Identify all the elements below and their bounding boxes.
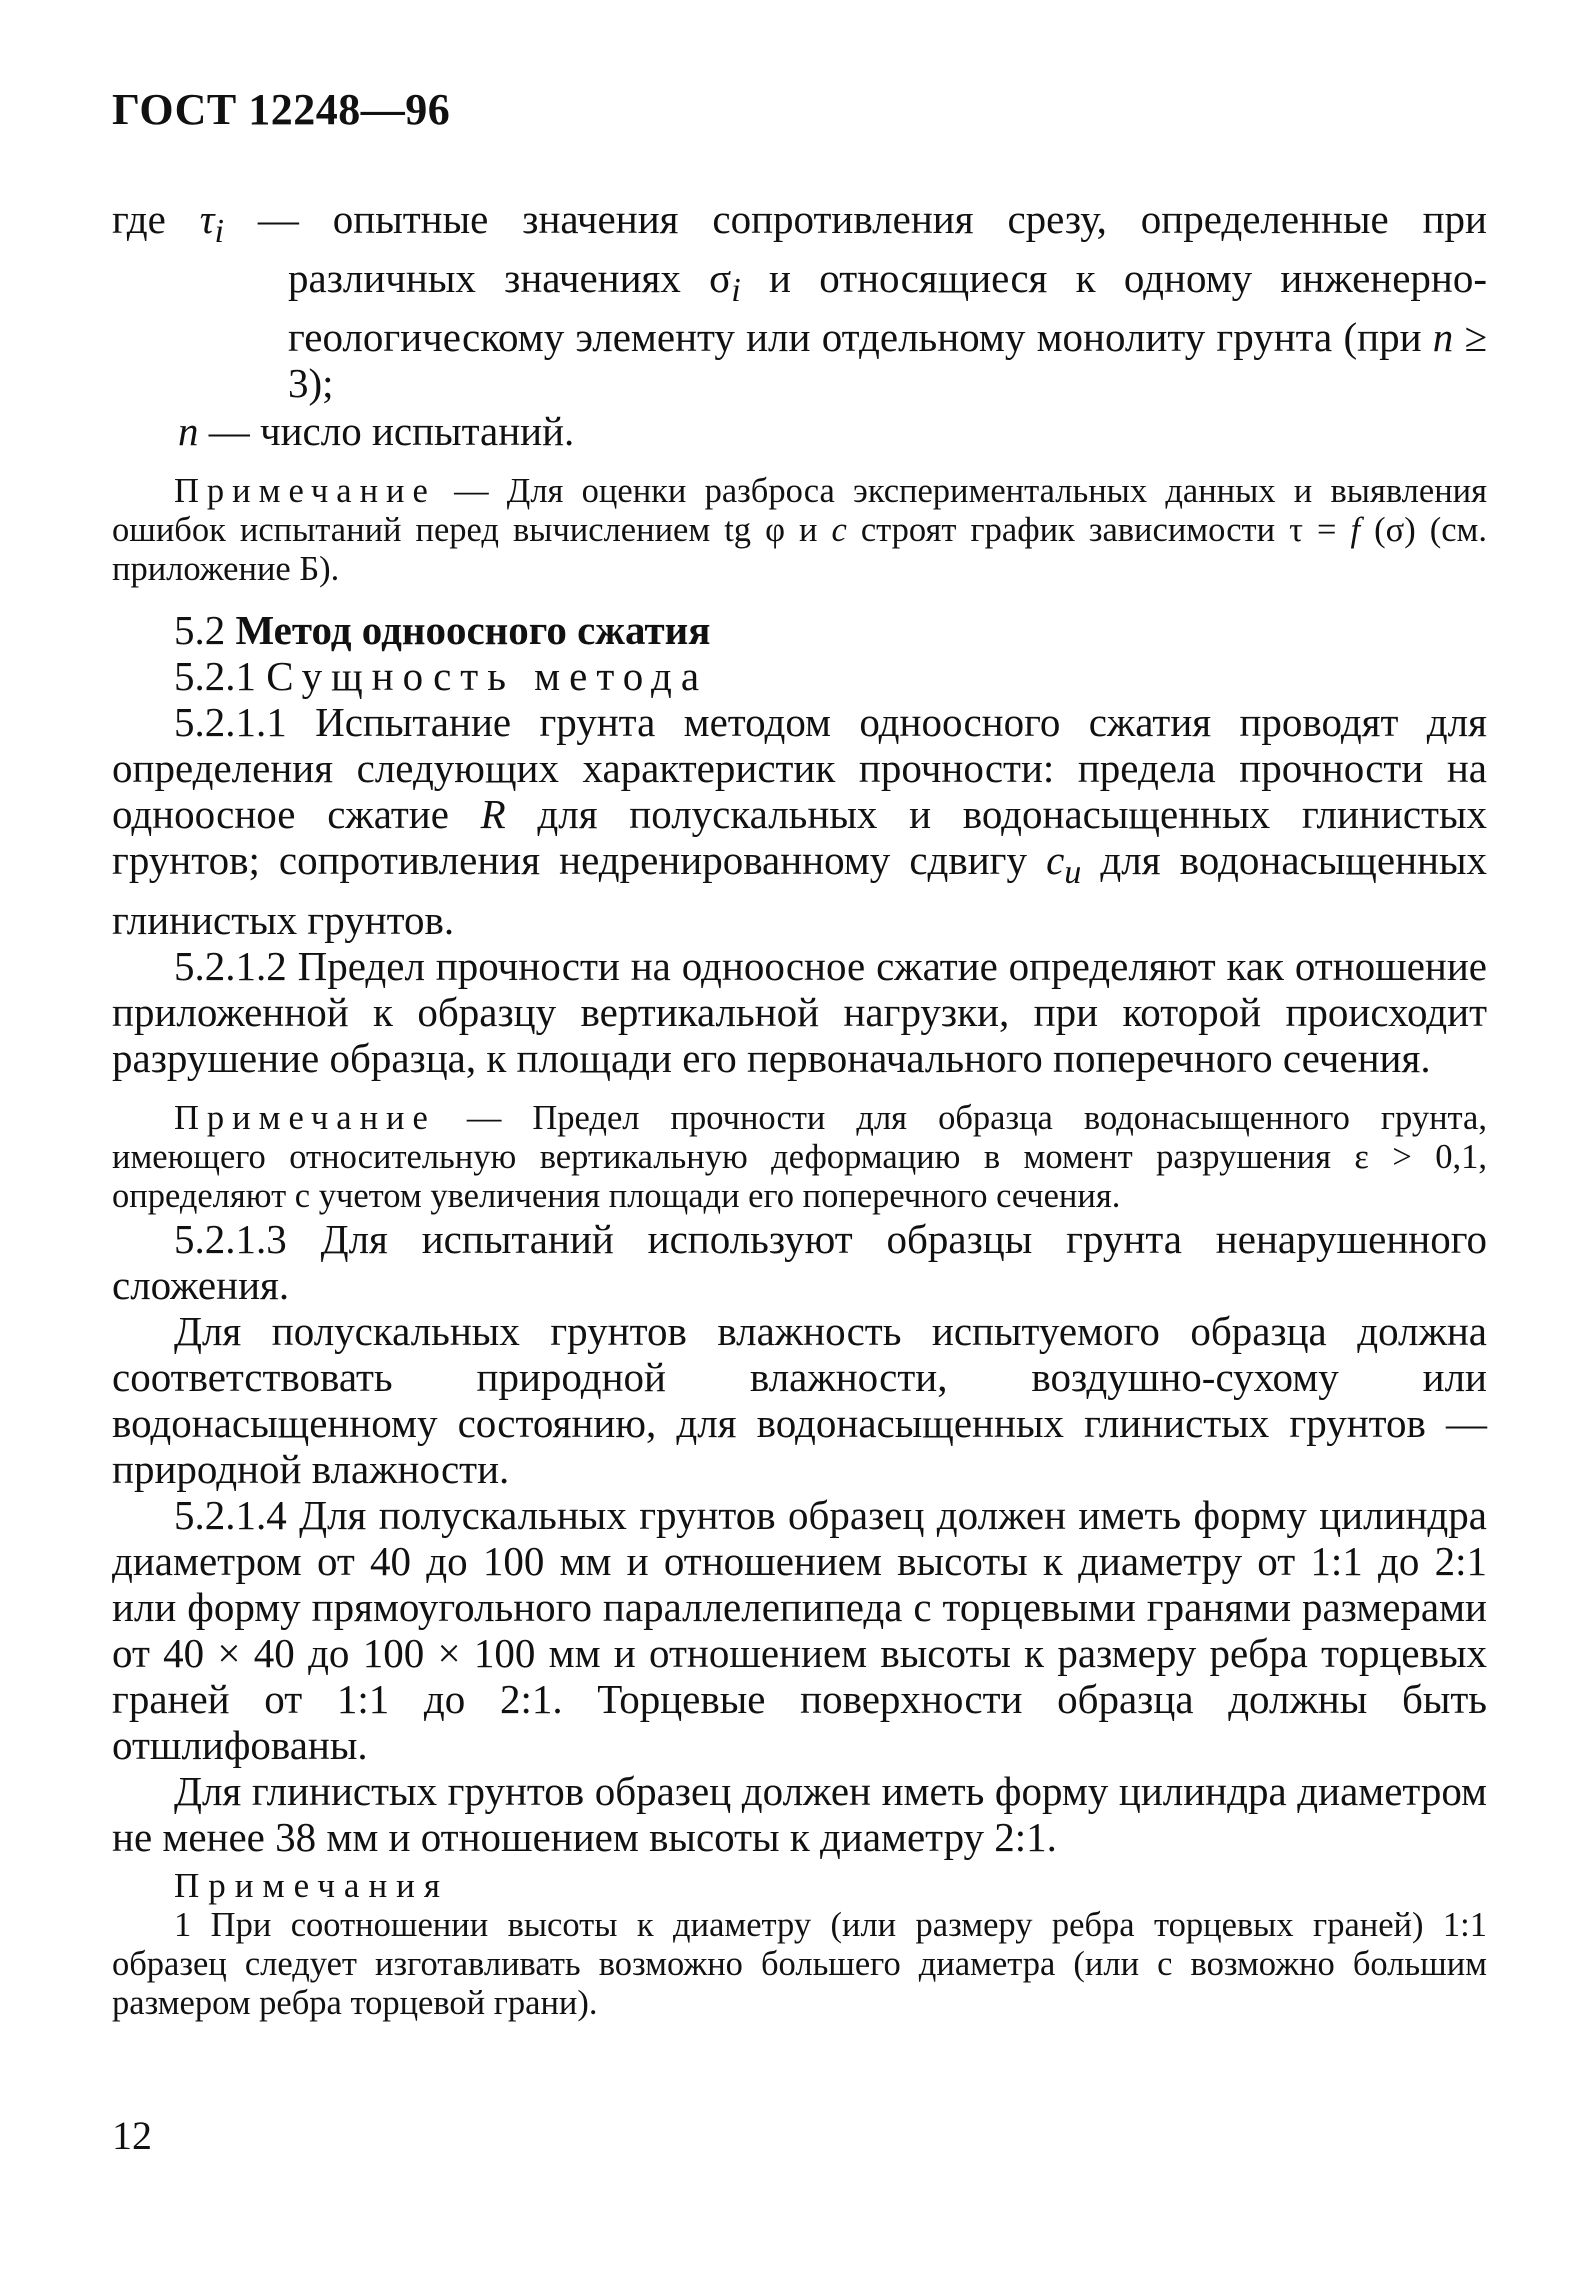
note-text: — Предел прочности для образца водонасыщенного грунта, имеющего относительную вертикальную деформацию в момент разрушения ε > 0,1, определяют с учетом увеличения площади его поперечного сечения.: [112, 1098, 1487, 1215]
symbol-sigma-subscript: i: [731, 272, 741, 310]
paragraph-text2: для полускальных и водонасыщенных глинистых грунтов; сопротивления недренированному сдвигу: [112, 791, 1487, 884]
definition-tau: [112, 196, 1487, 406]
document-body: [112, 196, 1487, 2023]
note-text: — Для оценки разброса экспериментальных данных и выявления ошибок испытаний перед вычислением tg φ и: [112, 472, 1487, 550]
symbol-cu: c: [1046, 837, 1065, 884]
note-label: Примечание: [174, 472, 436, 511]
paragraph-5-2-1-1: [112, 699, 1487, 942]
paragraph-text: 5.2.1.1 Испытание грунта методом одноосного сжатия проводят для определения следующих характеристик прочности: предела прочности на одноосное сжатие: [112, 699, 1487, 838]
section-title: Метод одноосного сжатия: [235, 607, 711, 654]
paragraph-text3: для водонасыщенных глинистых грунтов.: [112, 837, 1487, 943]
symbol-R: R: [480, 791, 506, 838]
symbol-c: c: [831, 511, 847, 550]
definition-n-text: — число испытаний.: [198, 408, 575, 455]
definition-tau-text2: и относящиеся к одному инженерно-геологическому элементу или отдельному монолиту грунта (при: [288, 255, 1487, 361]
notes-title: Примечания: [174, 1865, 450, 1905]
section-heading-5-2: [174, 607, 1487, 653]
document-header: ГОСТ 12248—96: [112, 85, 451, 134]
section-heading-5-2-1: [174, 653, 1487, 699]
note-deformation: [112, 1099, 1487, 1216]
symbol-cu-subscript: u: [1064, 854, 1082, 892]
section-number: 5.2: [174, 607, 226, 654]
subsection-number: 5.2.1: [174, 653, 256, 700]
definition-lead: где: [112, 196, 200, 242]
paragraph-5-2-1-2: 5.2.1.2 Предел прочности на одноосное сжатие определяют как отношение приложенной к образцу вертикальной нагрузки, при которой происходит разрушение образца, к площади его первоначального поперечного сечения.: [112, 942, 1487, 1081]
subsection-title: Сущность метода: [266, 653, 709, 700]
symbol-n-inline: n: [1432, 314, 1454, 361]
paragraph-5-2-1-4: 5.2.1.4 Для полускальных грунтов образец должен иметь форму цилиндра диаметром от 40 до 100 мм и отношением высоты к диаметру от 1:1 до 2:1 или форму прямоугольного параллелепипеда с торцевыми гранями размерами от 40 × 40 до 100 × 100 мм и отношением высоты к размеру ребра торцевых граней от 1:1 до 2:1. Торцевые поверхности образца должны быть отшлифованы.: [112, 1491, 1487, 1768]
paragraph-5-2-1-3: 5.2.1.3 Для испытаний используют образцы грунта ненарушенного сложения.: [112, 1215, 1487, 1308]
symbol-tau-subscript: i: [214, 213, 224, 251]
paragraph-clay-sample: Для глинистых грунтов образец должен иметь форму цилиндра диаметром не менее 38 мм и отношением высоты к диаметру 2:1.: [112, 1767, 1487, 1860]
definition-tau-text3: ≥ 3);: [288, 314, 1487, 407]
page-number: 12: [112, 2113, 152, 2158]
note-text2: строят график зависимости τ =: [846, 511, 1351, 550]
note-label: Примечание: [174, 1098, 436, 1137]
paragraph-moisture: Для полускальных грунтов влажность испытуемого образца должна соответствовать природной влажности, воздушно-сухому или водонасыщенному состоянию, для водонасыщенных глинистых грунтов — природной влажности.: [112, 1307, 1487, 1492]
symbol-f: f: [1350, 511, 1361, 550]
definition-tau-text: — опытные значения сопротивления срезу, определенные при различных значениях σ: [223, 196, 1487, 302]
definition-n: [112, 408, 1487, 454]
symbol-n: n: [178, 408, 199, 455]
note-text3: (σ) (см. приложение Б).: [112, 511, 1487, 589]
note-scatter: [112, 472, 1487, 589]
notes-item-1: 1 При соотношении высоты к диаметру (или размеру ребра торцевых граней) 1:1 образец следует изготавливать возможно большего диаметра (или с возможно большим размером ребра торцевой грани).: [112, 1905, 1487, 2022]
symbol-tau: τ: [199, 196, 215, 242]
definitions-block: [112, 196, 1487, 454]
